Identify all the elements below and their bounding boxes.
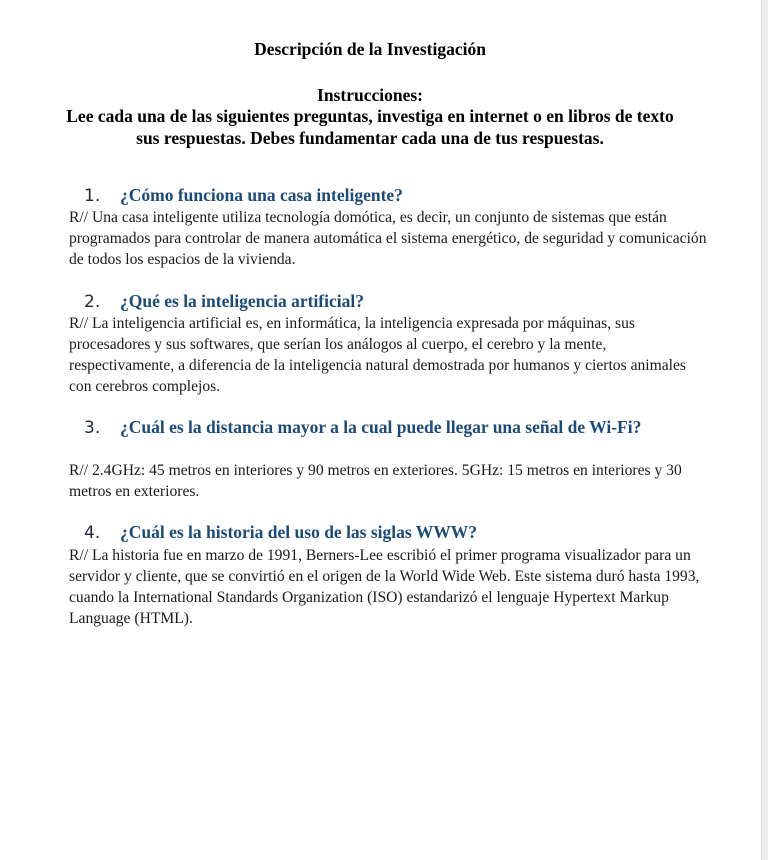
page-edge xyxy=(761,0,768,860)
question-text: ¿Cuál es la historia del uso de las siglas WWW? xyxy=(120,522,478,542)
answer-text-2: R// La inteligencia artificial es, en informática, la inteligencia expresada por máquinas, sus procesadores y sus softwares, que serían los análogos al cuerpo, el cerebro y la mente, respectivamente, a diferencia de la inteligencia natural demostrada por humanos y ciertos animales con cerebros complejos. xyxy=(69,315,686,395)
answer-text-1: R// Una casa inteligente utiliza tecnología domótica, es decir, un conjunto de sistemas que están programados para controlar de manera automática el sistema energético, de seguridad y comunicación de todos los espacios de la vivienda. xyxy=(69,209,707,268)
answer-text-4: R// La historia fue en marzo de 1991, Berners-Lee escribió el primer programa visualizador para un servidor y cliente, que se convirtió en el origen de la World Wide Web. Este sistema duró hasta 1993, cuando la International Standards Organization (ISO) estandarizó el lenguaje Hypertext Markup Language (HTML). xyxy=(69,547,700,627)
question-number: 1. xyxy=(84,186,101,206)
question-text: ¿Qué es la inteligencia artificial? xyxy=(120,291,364,311)
question-number: 2. xyxy=(84,292,101,312)
question-text: ¿Cuál es la distancia mayor a la cual puede llegar una señal de Wi-Fi? xyxy=(120,417,642,437)
answer-text-3: R// 2.4GHz: 45 metros en interiores y 90 metros en exteriores. 5GHz: 15 metros en interiores y 30 metros en exteriores. xyxy=(69,462,682,500)
question-number: 4. xyxy=(84,523,101,543)
document-title: Descripción de la Investigación xyxy=(254,39,486,59)
instructions-heading: Instrucciones: xyxy=(317,85,423,105)
question-number: 3. xyxy=(84,418,101,438)
question-text: ¿Cómo funciona una casa inteligente? xyxy=(120,185,403,205)
instructions-text: Lee cada una de las siguientes preguntas, investiga en internet o en libros de texto sus respuestas. Debes fundamentar cada una de tus respuestas. xyxy=(66,106,674,148)
